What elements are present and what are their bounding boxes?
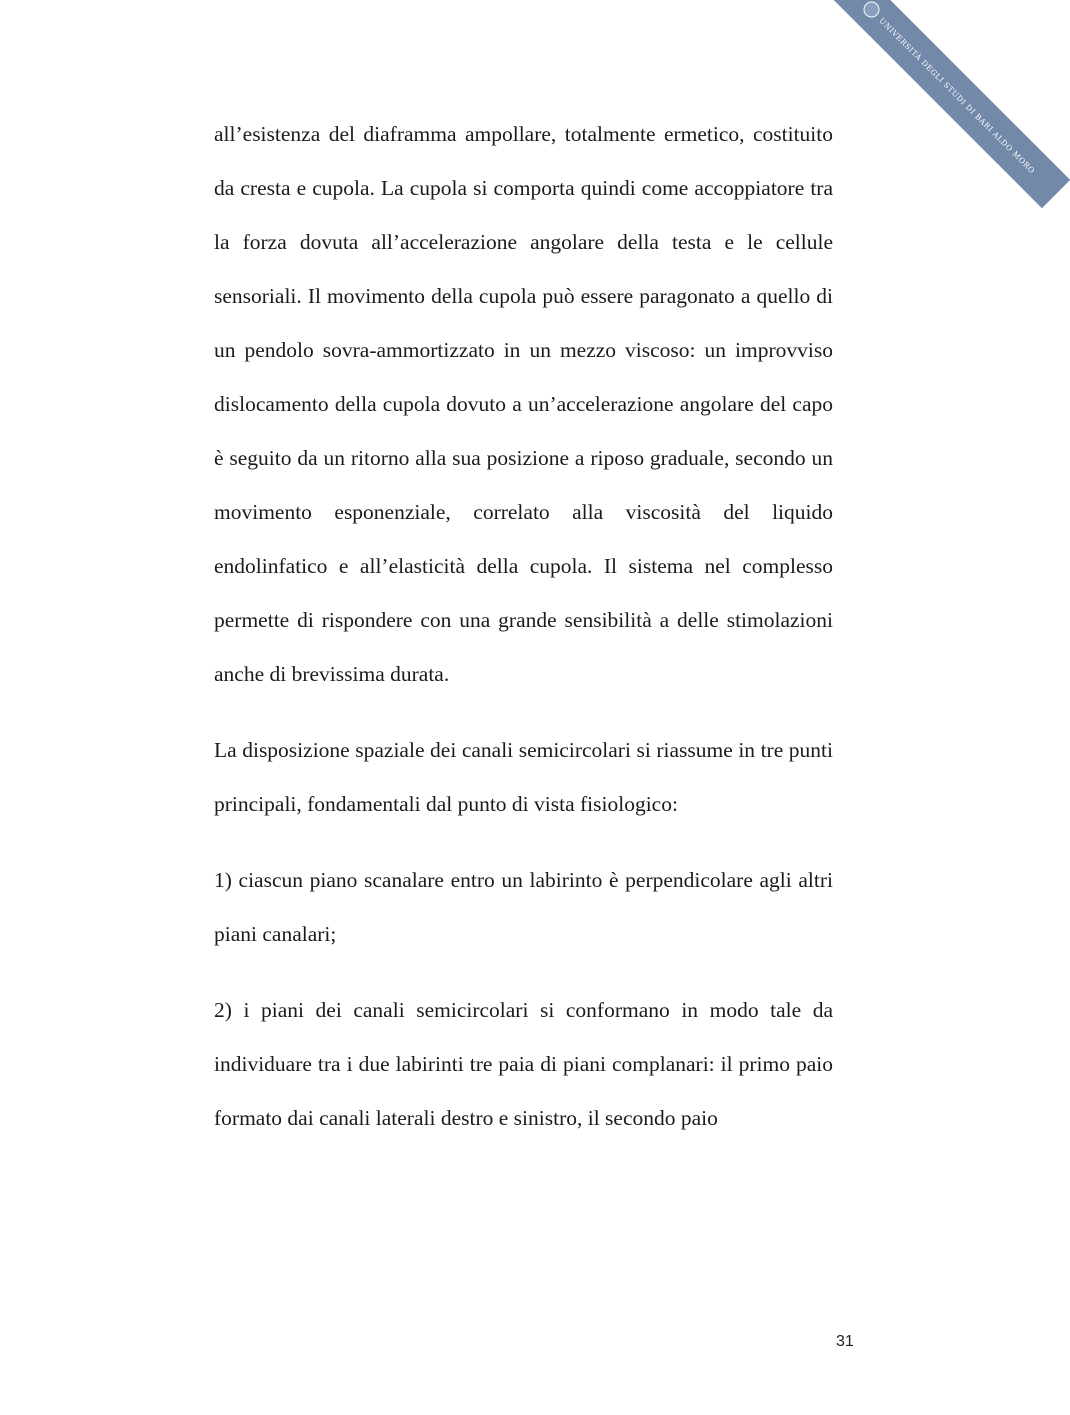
- body-text: [214, 107, 833, 1167]
- paragraph-cupola: all’esistenza del diaframma ampollare, totalmente ermetico, costituito da cresta e cupola. La cupola si comporta quindi come accoppiatore tra la forza dovuta all’accelerazione angolare della testa e le cellule sensoriali. Il movimento della cupola può essere paragonato a quello di un pendolo sovra-ammortizzato in un mezzo viscoso: un improvviso dislocamento della cupola dovuto a un’accelerazione angolare del capo è seguito da un ritorno alla sua posizione a riposo graduale, secondo un movimento esponenziale, correlato alla viscosità del liquido endolinfatico e all’elasticità della cupola. Il sistema nel complesso permette di rispondere con una grande sensibilità a delle stimolazioni anche di brevissima durata.: [214, 122, 833, 686]
- watermark-text: UNIVERSITÀ DEGLI STUDI DI BARI ALDO MORO: [877, 15, 1038, 176]
- paragraph-point-1: 1) ciascun piano scanalare entro un labirinto è perpendicolare agli altri piani canalari;: [214, 868, 833, 946]
- university-watermark-ribbon: [830, 0, 1070, 208]
- university-seal-icon: [860, 0, 883, 21]
- page-number: 31: [836, 1333, 854, 1350]
- paragraph-point-2: 2) i piani dei canali semicircolari si conformano in modo tale da individuare tra i due labirinti tre paia di piani complanari: il primo paio formato dai canali laterali destro e sinistro, il secondo paio: [214, 998, 833, 1130]
- paragraph-disposizione: La disposizione spaziale dei canali semicircolari si riassume in tre punti principali, fondamentali dal punto di vista fisiologico:: [214, 738, 833, 816]
